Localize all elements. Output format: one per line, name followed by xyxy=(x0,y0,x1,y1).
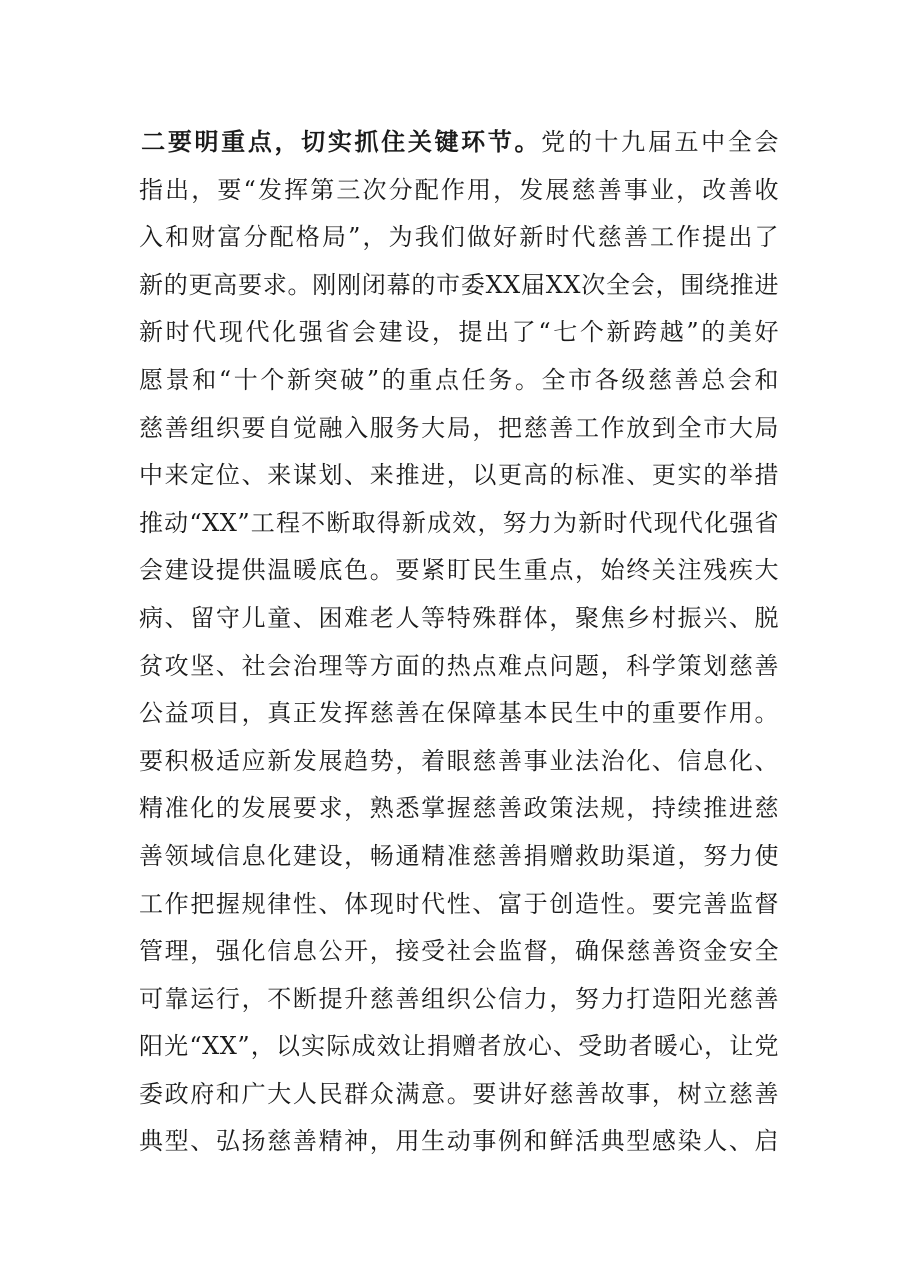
paragraph-line-text: 党的十九届五中全会 xyxy=(541,128,780,156)
section-heading-lead: 二要明重点，切实抓住关键环节。 xyxy=(139,128,542,156)
paragraph-line: 贫攻坚、社会治理等方面的热点难点问题，科学策划慈善 xyxy=(139,651,779,680)
paragraph-line: 管理，强化信息公开，接受社会监督，确保慈善资金安全 xyxy=(139,937,779,966)
paragraph-line: 慈善组织要自觉融入服务大局，把慈善工作放到全市大局 xyxy=(139,413,779,442)
paragraph-line: 委政府和广大人民群众满意。要讲好慈善故事，树立慈善 xyxy=(139,1079,779,1108)
body-paragraph xyxy=(139,119,779,1166)
paragraph-line: 指出，要“发挥第三次分配作用，发展慈善事业，改善收 xyxy=(139,175,779,204)
paragraph-line: 愿景和“十个新突破”的重点任务。全市各级慈善总会和 xyxy=(139,365,779,394)
paragraph-line: 公益项目，真正发挥慈善在保障基本民生中的重要作用。 xyxy=(139,699,779,728)
paragraph-line: 要积极适应新发展趋势，着眼慈善事业法治化、信息化、 xyxy=(139,746,779,775)
paragraph-line: 善领域信息化建设，畅通精准慈善捐赠救助渠道，努力使 xyxy=(139,841,779,870)
paragraph-line: 新的更高要求。刚刚闭幕的市委XX届XX次全会，围绕推进 xyxy=(139,270,779,299)
paragraph-line: 精准化的发展要求，熟悉掌握慈善政策法规，持续推进慈 xyxy=(139,794,779,823)
paragraph-line-1 xyxy=(139,119,779,167)
paragraph-line: 工作把握规律性、体现时代性、富于创造性。要完善监督 xyxy=(139,889,779,918)
paragraph-line: 可靠运行，不断提升慈善组织公信力，努力打造阳光慈善 xyxy=(139,984,779,1013)
paragraph-line: 病、留守儿童、困难老人等特殊群体，聚焦乡村振兴、脱 xyxy=(139,603,779,632)
paragraph-line: 会建设提供温暖底色。要紧盯民生重点，始终关注残疾大 xyxy=(139,556,779,585)
paragraph-line: 入和财富分配格局”，为我们做好新时代慈善工作提出了 xyxy=(139,223,779,252)
paragraph-line: 典型、弘扬慈善精神，用生动事例和鲜活典型感染人、启 xyxy=(139,1127,779,1156)
paragraph-line: 新时代现代化强省会建设，提出了“七个新跨越”的美好 xyxy=(139,318,779,347)
paragraph-line: 阳光“XX”，以实际成效让捐赠者放心、受助者暖心，让党 xyxy=(139,1032,779,1061)
paragraph-line: 推动“XX”工程不断取得新成效，努力为新时代现代化强省 xyxy=(139,508,779,537)
paragraph-line: 中来定位、来谋划、来推进，以更高的标准、更实的举措 xyxy=(139,461,779,490)
